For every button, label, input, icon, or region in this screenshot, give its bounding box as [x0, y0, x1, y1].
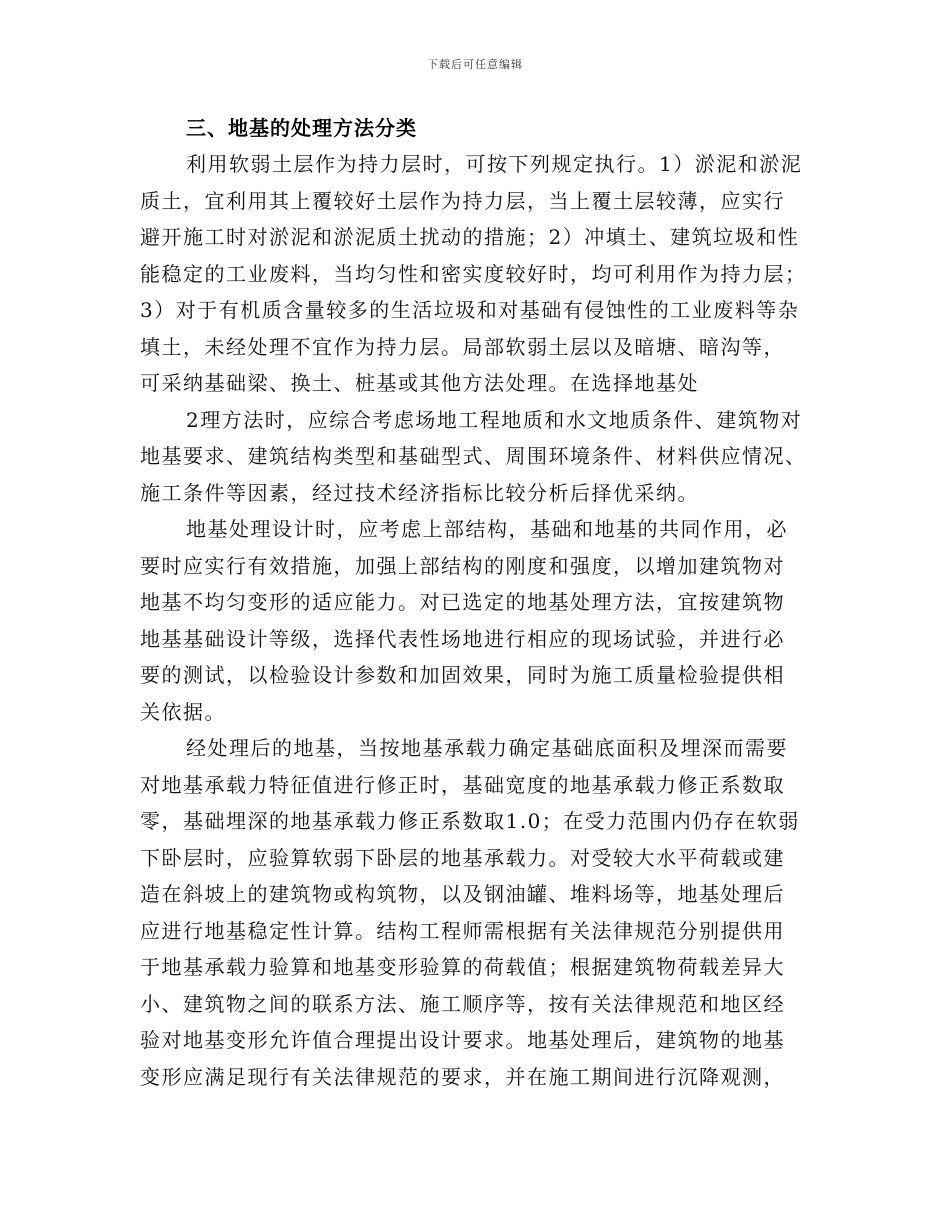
text-line: 要时应实行有效措施，加强上部结构的刚度和强度，以增加建筑物对: [140, 553, 785, 578]
text-line: 变形应满足现行有关法律规范的要求，并在施工期间进行沉降观测，: [140, 1064, 785, 1089]
text-line: 质土，宜利用其上覆较好土层作为持力层，当上覆土层较薄，应实行: [140, 188, 785, 213]
text-line: 造在斜坡上的建筑物或构筑物，以及钢油罐、堆料场等，地基处理后: [140, 882, 785, 906]
text-line: 能稳定的工业废料，当均匀性和密实度较好时，均可利用作为持力层；: [140, 261, 807, 286]
section-heading: 三、地基的处理方法分类: [186, 116, 417, 140]
paragraph-3: [140, 511, 812, 730]
text-line: 2理方法时，应综合考虑场地工程地质和水文地质条件、建筑物对: [186, 407, 803, 432]
text-line: 施工条件等因素，经过技术经济指标比较分析后择优采纳。: [140, 480, 699, 505]
text-line: 地基不均匀变形的适应能力。对已选定的地基处理方法，宜按建筑物: [140, 590, 785, 614]
paragraph-1: [140, 146, 812, 402]
text-line: 地基处理设计时，应考虑上部结构，基础和地基的共同作用，必: [186, 517, 788, 541]
text-line: 要的测试，以检验设计参数和加固效果，同时为施工质量检验提供相: [140, 663, 785, 687]
text-line: 关依据。: [140, 699, 226, 724]
text-line: 于地基承载力验算和地基变形验算的荷载值；根据建筑物荷载差异大: [140, 955, 785, 979]
text-line: 避开施工时对淤泥和淤泥质土扰动的措施；2）冲填土、建筑垃圾和性: [140, 225, 800, 249]
paragraph-2: [140, 402, 812, 512]
text-line: 填土，未经处理不宜作为持力层。局部软弱土层以及暗塘、暗沟等，: [140, 334, 785, 359]
text-line: 可采纳基础梁、换土、桩基或其他方法处理。在选择地基处: [140, 371, 699, 395]
text-line: 应进行地基稳定性计算。结构工程师需根据有关法律规范分别提供用: [140, 918, 785, 943]
text-line: 对地基承载力特征值进行修正时，基础宽度的地基承载力修正系数取: [140, 772, 785, 797]
text-line: 地基基础设计等级，选择代表性场地进行相应的现场试验，并进行必: [140, 626, 785, 651]
text-line: 验对地基变形允许值合理提出设计要求。地基处理后，建筑物的地基: [140, 1028, 785, 1052]
text-line: 下卧层时，应验算软弱下卧层的地基承载力。对受较大水平荷载或建: [140, 845, 785, 870]
text-line: 地基要求、建筑结构类型和基础型式、周围环境条件、材料供应情况、: [140, 444, 807, 468]
text-line: 经处理后的地基，当按地基承载力确定基础底面积及埋深而需要: [186, 736, 788, 760]
text-line: 利用软弱土层作为持力层时，可按下列规定执行。1）淤泥和淤泥: [186, 152, 803, 176]
document-body: [140, 110, 812, 1095]
paragraph-4: [140, 730, 812, 1095]
page-header-note: 下载后可任意编辑: [427, 58, 523, 71]
text-line: 零，基础埋深的地基承载力修正系数取1.0；在受力范围内仍存在软弱: [140, 809, 800, 833]
text-line: 3）对于有机质含量较多的生活垃圾和对基础有侵蚀性的工业废料等杂: [140, 298, 800, 322]
text-line: 小、建筑物之间的联系方法、施工顺序等，按有关法律规范和地区经: [140, 991, 785, 1016]
